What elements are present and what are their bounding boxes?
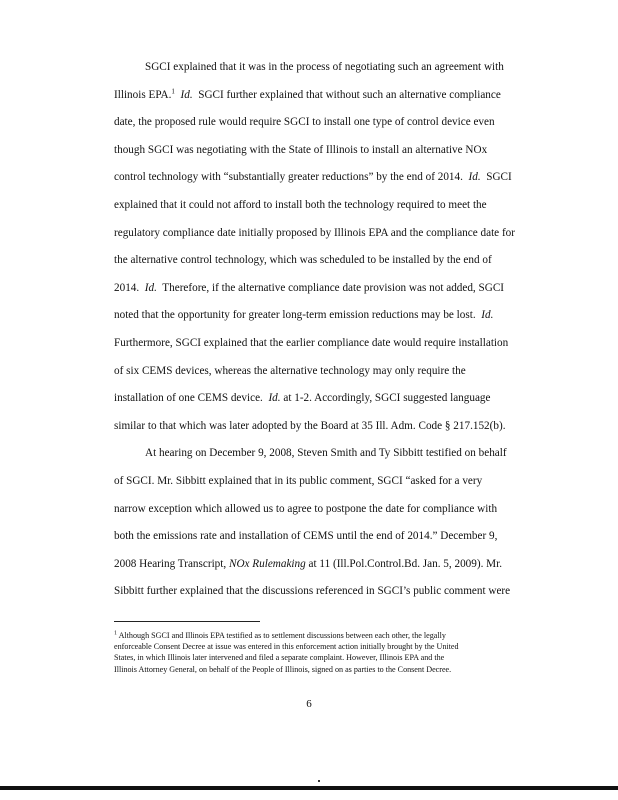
- footnote-ref-1[interactable]: 1: [171, 86, 175, 95]
- footnote-line: Illinois Attorney General, on behalf of the People of Illinois, signed on as parties to the Consent Decree.: [114, 664, 452, 674]
- footnote: [114, 630, 524, 675]
- citation: Id.: [268, 392, 281, 405]
- case-title: NOx Rulemaking: [228, 557, 306, 570]
- text-line: explained that it could not afford to install both the technology required to meet the: [114, 198, 487, 211]
- text-line: Furthermore, SGCI explained that the earlier compliance date would require installation: [114, 336, 509, 349]
- text-line: similar to that which was later adopted by the Board at 35 Ill. Adm. Code § 217.152(b).: [114, 419, 506, 432]
- text-line: Illinois EPA.$^1$ Id. SGCI further explained that without such an alternative compliance: [114, 86, 501, 101]
- footnote-divider: [114, 621, 260, 622]
- footnote-line: $^1$ Although SGCI and Illinois EPA testified as to settlement discussions between each other, the legally: [114, 630, 446, 640]
- text-line: noted that the opportunity for greater long-term emission reductions may be lost. Id.: [114, 309, 494, 322]
- text-line: of six CEMS devices, whereas the alternative technology may only require the: [114, 364, 466, 377]
- text-line: SGCI explained that it was in the process of negotiating such an agreement with: [145, 61, 504, 73]
- footnote-line: States, in which Illinois later intervened and filed a separate complaint. However, Illinois EPA and the: [114, 653, 445, 663]
- text-line: the alternative control technology, which was scheduled to be installed by the end of: [114, 254, 492, 267]
- text-line: installation of one CEMS device. Id. at 1-2. Accordingly, SGCI suggested language: [114, 392, 491, 405]
- footnote-marker: 1: [114, 630, 117, 637]
- text-line: Sibbitt further explained that the discussions referenced in SGCI’s public comment were: [114, 585, 511, 598]
- text-line: both the emissions rate and installation of CEMS until the end of 2014.” December 9,: [114, 530, 498, 543]
- citation: Id.: [481, 309, 494, 322]
- text-line: date, the proposed rule would require SGCI to install one type of control device even: [114, 116, 495, 129]
- citation: Id.: [180, 88, 193, 101]
- text-line: 2014. Id. Therefore, if the alternative compliance date provision was not added, SGCI: [114, 281, 505, 294]
- body-text: [114, 54, 518, 606]
- citation: Id.: [468, 171, 481, 184]
- text-line: of SGCI. Mr. Sibbitt explained that in its public comment, SGCI “asked for a very: [114, 474, 483, 487]
- text-line: narrow exception which allowed us to agree to postpone the date for compliance with: [114, 502, 498, 515]
- scan-edge-bar: [0, 786, 618, 790]
- text-line: control technology with “substantially greater reductions” by the end of 2014. Id. SGCI: [114, 171, 512, 184]
- scan-mark: [318, 780, 320, 782]
- text-line: though SGCI was negotiating with the State of Illinois to install an alternative NOx: [114, 143, 488, 156]
- text-line: regulatory compliance date initially proposed by Illinois EPA and the compliance date for: [114, 226, 515, 239]
- text-line: At hearing on December 9, 2008, Steven Smith and Ty Sibbitt testified on behalf: [145, 447, 507, 460]
- footnote-line: enforceable Consent Decree at issue was entered in this enforcement action initially brought by the United: [114, 642, 459, 652]
- citation: Id.: [144, 281, 157, 294]
- text-line: 2008 Hearing Transcript, NOx Rulemaking at 11 (Ill.Pol.Control.Bd. Jan. 5, 2009). Mr.: [114, 557, 503, 570]
- page-number: 6: [306, 698, 312, 710]
